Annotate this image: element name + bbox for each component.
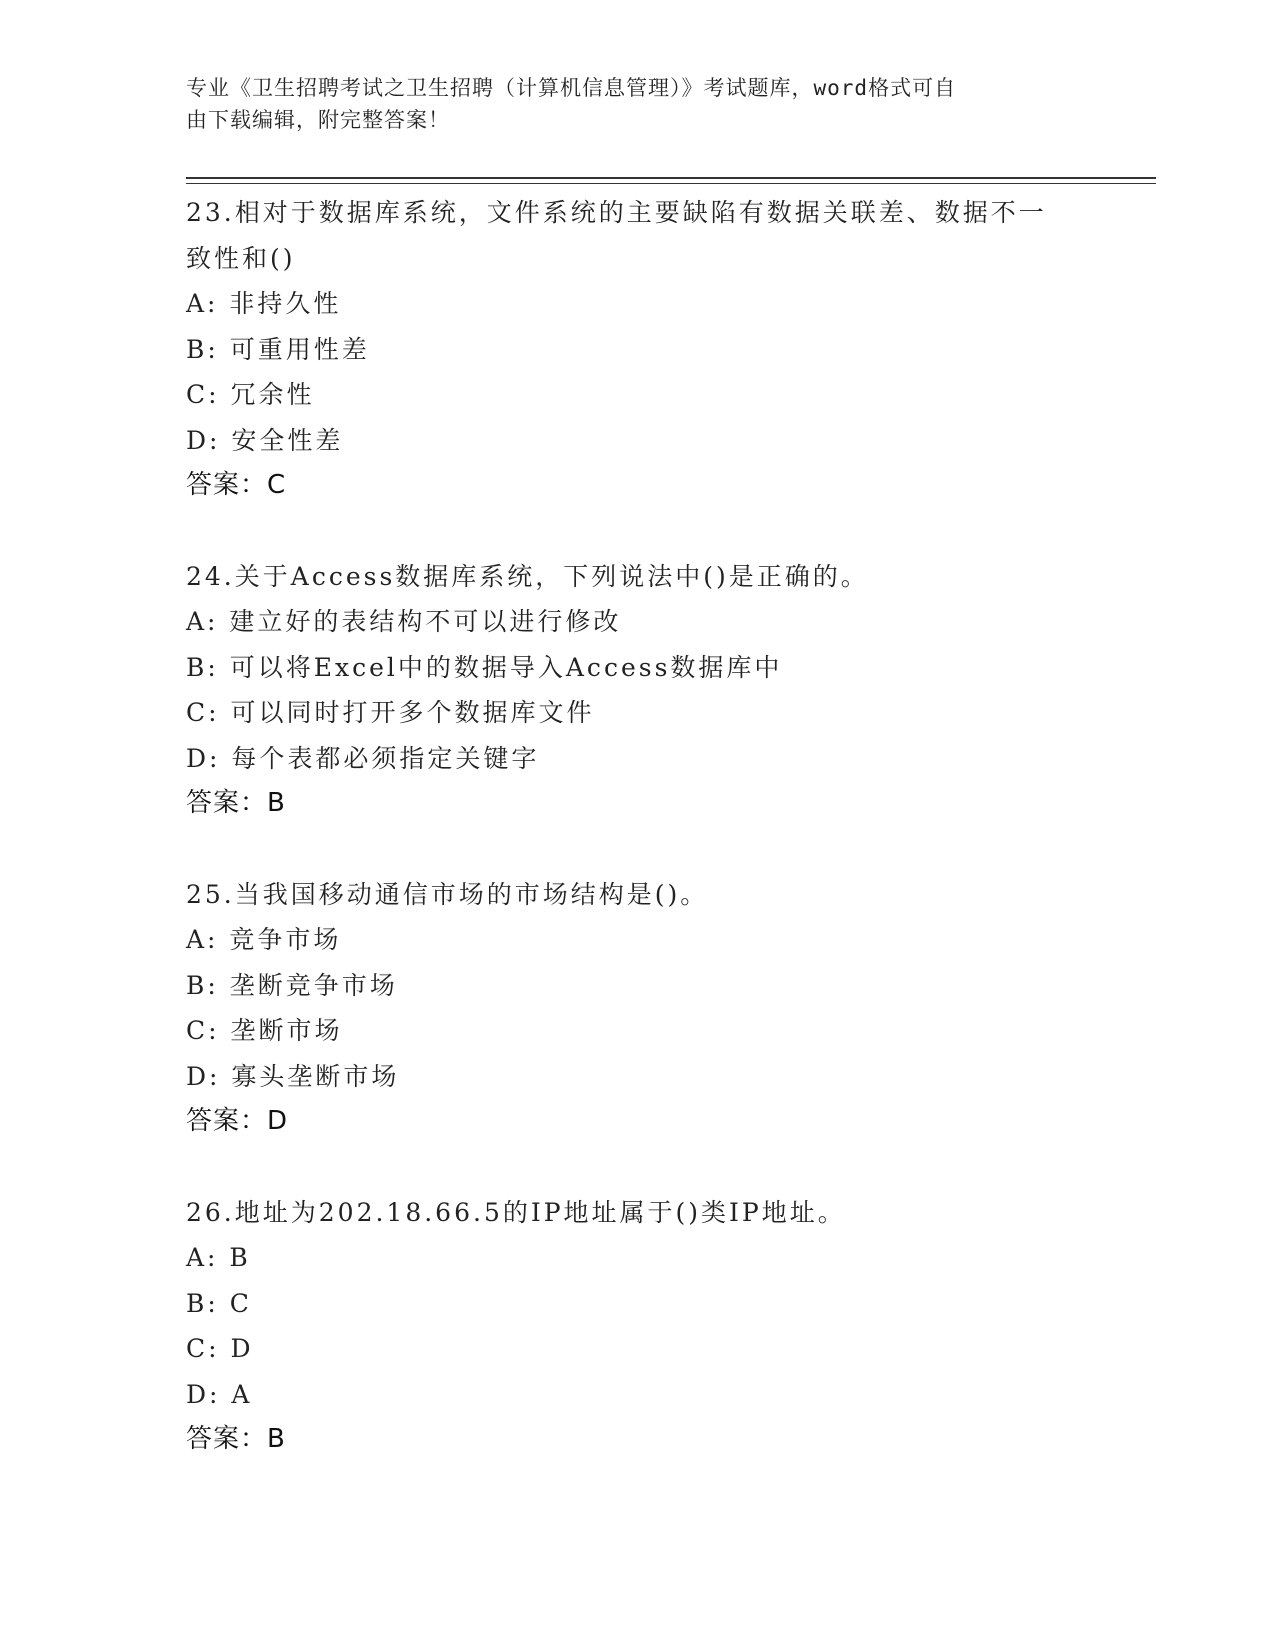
- option-b: B: 垄断竞争市场: [186, 970, 398, 1000]
- option-c: C: 垄断市场: [186, 1016, 343, 1045]
- question-23: [186, 190, 1086, 509]
- option-d: D: A: [186, 1379, 253, 1409]
- option-b: B: 可重用性差: [186, 334, 370, 364]
- question-list: [186, 190, 1086, 1508]
- option-a: A: 非持久性: [186, 289, 342, 318]
- option-d: D: 安全性差: [186, 425, 344, 455]
- option-b: B: 可以将Excel中的数据导入Access数据库中: [186, 652, 783, 682]
- answer-line: 答案：B: [186, 1424, 286, 1454]
- question-26: [186, 1190, 1086, 1463]
- header-line-2: 由下载编辑，附完整答案！: [186, 108, 450, 132]
- question-25: [186, 872, 1086, 1145]
- option-c: C: 冗余性: [186, 380, 315, 409]
- question-stem-line: 23.相对于数据库系统，文件系统的主要缺陷有数据关联差、数据不一: [186, 198, 1047, 227]
- question-stem-line: 致性和(): [186, 243, 296, 273]
- option-c: C: D: [186, 1334, 254, 1363]
- option-d: D: 寡头垄断市场: [186, 1061, 400, 1091]
- option-c: C: 可以同时打开多个数据库文件: [186, 698, 595, 727]
- question-stem-line: 26.地址为202.18.66.5的IP地址属于()类IP地址。: [186, 1197, 846, 1227]
- answer-line: 答案：C: [186, 470, 287, 500]
- header-divider-thick: [186, 177, 1156, 179]
- option-a: A: 建立好的表结构不可以进行修改: [186, 607, 622, 636]
- option-b: B: C: [186, 1288, 252, 1318]
- header-divider-thin: [186, 183, 1156, 184]
- question-24: [186, 554, 1086, 827]
- answer-line: 答案：D: [186, 1106, 289, 1136]
- document-header: [186, 72, 1066, 136]
- header-line-1: 专业《卫生招聘考试之卫生招聘（计算机信息管理）》考试题库，word格式可自: [186, 76, 957, 100]
- question-stem-line: 24.关于Access数据库系统，下列说法中()是正确的。: [186, 561, 869, 591]
- option-d: D: 每个表都必须指定关键字: [186, 743, 540, 773]
- question-stem-line: 25.当我国移动通信市场的市场结构是()。: [186, 879, 709, 909]
- option-a: A: B: [186, 1243, 251, 1272]
- option-a: A: 竞争市场: [186, 925, 342, 954]
- answer-line: 答案：B: [186, 788, 286, 818]
